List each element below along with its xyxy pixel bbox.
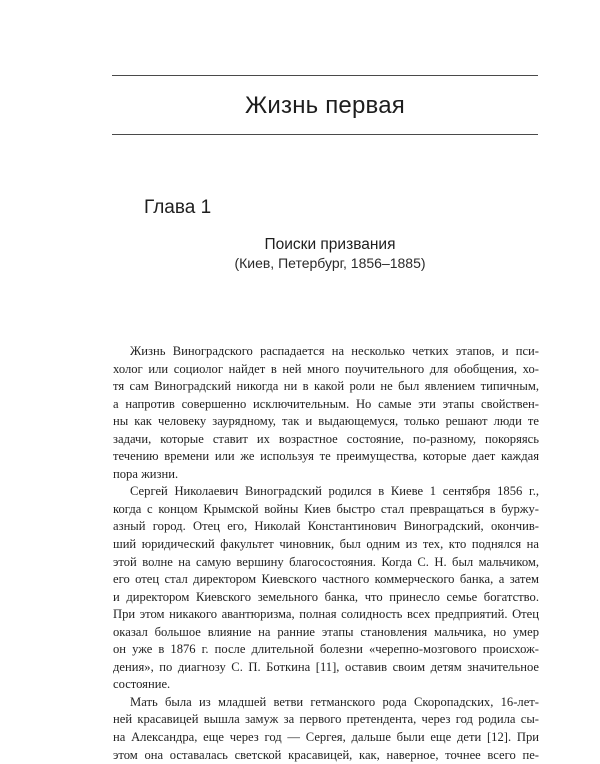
text-line: оказал большое влияние на ранние этапы становления мальчика, но умер [113, 624, 539, 639]
paragraph-3 [113, 694, 539, 764]
text-line: состояние. [113, 677, 171, 692]
text-line: течению времени или же используя те преимущества, которые дает каждая [113, 449, 539, 464]
text-line: При этом никакого авантюризма, полная солидность всех предприятий. Отец [113, 607, 539, 622]
text-line: он уже в 1876 г. после длительной болезни «черепно-мозгового происхож- [113, 642, 539, 657]
body-text [113, 343, 539, 764]
text-line: этой волне на самую вершину благосостояния. Когда С. Н. был мальчиком, [113, 554, 539, 569]
chapter-subtitle: (Киев, Петербург, 1856–1885) [234, 255, 426, 271]
paragraph-1 [113, 343, 539, 483]
part-title: Жизнь первая [245, 92, 405, 119]
text-line: холог или социолог найдет в ней много поучительного для обобщения, хо- [113, 361, 539, 376]
text-line: азный город. Отец его, Николай Константинович Виноградский, окончив- [113, 519, 539, 534]
text-line: Жизнь Виноградского распадается на несколько четких этапов, и пси- [130, 344, 539, 358]
text-line: его отец стал директором Киевского частного коммерческого банка, а затем [113, 572, 539, 587]
chapter-label: Глава 1 [144, 197, 212, 218]
text-line: а напротив совершенно исключительным. Но самые эти этапы свойствен- [113, 396, 539, 411]
text-line: Мать была из младшей ветви гетманского рода Скоропадских, 16-лет- [130, 694, 539, 709]
paragraph-2 [113, 483, 539, 694]
top-rule [112, 75, 538, 76]
text-line: Сергей Николаевич Виноградский родился в Киеве 1 сентября 1856 г., [130, 484, 539, 499]
text-line: пора жизни. [113, 466, 179, 481]
text-line: дения», по диагнозу С. П. Боткина [11], оставив своим детям значительное [113, 659, 539, 674]
text-line: тя сам Виноградский никогда ни в какой роли не был явлением типичным, [113, 379, 539, 394]
text-line: когда с концом Крымской войны Киев быстро стал превращаться в буржу- [113, 501, 539, 516]
bottom-rule [112, 134, 538, 135]
chapter-title: Поиски призвания [264, 236, 396, 253]
text-line: на Александра, еще через год — Сергея, дальше были еще дети [12]. При [113, 730, 539, 745]
text-line: ней красавицей вышла замуж за первого претендента, через год родила сы- [113, 712, 539, 727]
text-line: задачи, которые ставит их возрастное состояние, по-разному, покоряясь [113, 431, 539, 446]
text-line: этом она оставалась светской красавицей, как, наверное, точнее всего пе- [113, 747, 539, 762]
text-line: ны как человеку заурядному, так и выдающемуся, только решают люди те [113, 414, 539, 429]
text-line: и директором Киевского земельного банка, что принесло семье богатство. [113, 589, 539, 604]
text-line: ший юридический факультет чиновник, был одним из тех, кто поднялся на [113, 537, 539, 552]
